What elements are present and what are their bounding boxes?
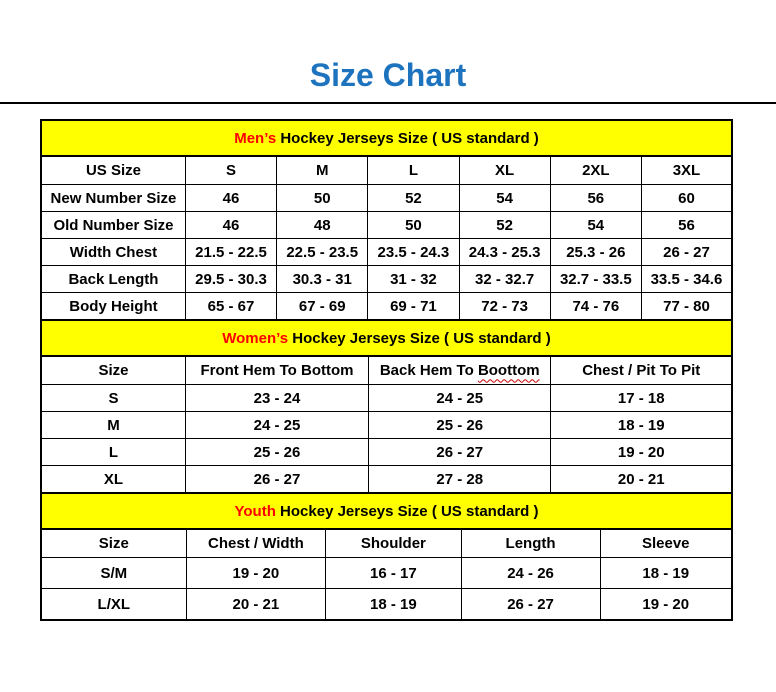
column-header: Front Hem To Bottom [185, 356, 368, 385]
row-header: Back Length [41, 266, 185, 293]
row-header: XL [41, 466, 185, 494]
table-cell: 54 [459, 185, 550, 212]
table-cell: 31 - 32 [368, 266, 459, 293]
row-header: S [41, 385, 185, 412]
table-cell: 17 - 18 [551, 385, 732, 412]
table-cell: 22.5 - 23.5 [277, 239, 368, 266]
column-header: Length [461, 529, 600, 558]
misspelled-word: Boottom [477, 362, 540, 380]
table-cell: 32 - 32.7 [459, 266, 550, 293]
row-header: Body Height [41, 293, 185, 321]
column-header: M [277, 156, 368, 185]
mens-size-table [40, 119, 733, 321]
table-cell: 52 [459, 212, 550, 239]
title-divider [0, 102, 776, 104]
table-cell: 77 - 80 [641, 293, 732, 321]
column-header: XL [459, 156, 550, 185]
table-cell: 23 - 24 [185, 385, 368, 412]
table-cell: 25 - 26 [185, 439, 368, 466]
column-header: Chest / Pit To Pit [551, 356, 732, 385]
section-title-rest: Hockey Jerseys Size ( US standard ) [276, 129, 539, 147]
table-cell: 32.7 - 33.5 [550, 266, 641, 293]
table-cell: 56 [641, 212, 732, 239]
mens-column-header-row [41, 156, 732, 185]
table-cell: 60 [641, 185, 732, 212]
table-cell: 26 - 27 [185, 466, 368, 494]
column-header: 3XL [641, 156, 732, 185]
table-cell: 23.5 - 24.3 [368, 239, 459, 266]
mens-section-header-row [41, 120, 732, 156]
table-cell: 50 [368, 212, 459, 239]
table-cell: 72 - 73 [459, 293, 550, 321]
table-cell: 29.5 - 30.3 [185, 266, 276, 293]
row-header: Width Chest [41, 239, 185, 266]
column-header: Sleeve [600, 529, 732, 558]
womens-size-table [40, 319, 733, 494]
youth-section-title [41, 493, 732, 529]
section-title-highlight: Men’s [234, 129, 277, 147]
table-cell: 24 - 25 [185, 412, 368, 439]
column-header: Back Hem To Boottom [369, 356, 551, 385]
table-cell: 24 - 25 [369, 385, 551, 412]
table-row [41, 185, 732, 212]
table-cell: 48 [277, 212, 368, 239]
table-cell: 19 - 20 [551, 439, 732, 466]
table-cell: 26 - 27 [461, 589, 600, 621]
table-row [41, 589, 732, 621]
womens-section-title [41, 320, 732, 356]
table-cell: 54 [550, 212, 641, 239]
section-title-highlight: Youth [234, 502, 276, 520]
column-header: Chest / Width [186, 529, 326, 558]
table-cell: 30.3 - 31 [277, 266, 368, 293]
table-row [41, 266, 732, 293]
column-header: L [368, 156, 459, 185]
table-row [41, 239, 732, 266]
womens-column-header-row [41, 356, 732, 385]
table-cell: 26 - 27 [641, 239, 732, 266]
column-header: Size [41, 529, 186, 558]
table-cell: 46 [185, 212, 276, 239]
youth-size-table [40, 492, 733, 621]
column-header: Shoulder [326, 529, 461, 558]
size-tables-container [0, 119, 776, 621]
womens-section-header-row [41, 320, 732, 356]
table-cell: 69 - 71 [368, 293, 459, 321]
section-title-rest: Hockey Jerseys Size ( US standard ) [288, 329, 551, 347]
section-title-highlight: Women’s [222, 329, 289, 347]
table-cell: 56 [550, 185, 641, 212]
table-cell: 24.3 - 25.3 [459, 239, 550, 266]
column-header: 2XL [550, 156, 641, 185]
table-row [41, 558, 732, 589]
table-row [41, 293, 732, 321]
table-cell: 65 - 67 [185, 293, 276, 321]
mens-section-title [41, 120, 732, 156]
table-row [41, 466, 732, 494]
table-cell: 21.5 - 22.5 [185, 239, 276, 266]
table-cell: 19 - 20 [600, 589, 732, 621]
column-header: US Size [41, 156, 185, 185]
row-header: Old Number Size [41, 212, 185, 239]
row-header: M [41, 412, 185, 439]
table-cell: 46 [185, 185, 276, 212]
table-cell: 74 - 76 [550, 293, 641, 321]
table-cell: 25 - 26 [369, 412, 551, 439]
table-cell: 20 - 21 [551, 466, 732, 494]
youth-section-header-row [41, 493, 732, 529]
section-title-rest: Hockey Jerseys Size ( US standard ) [275, 502, 539, 520]
row-header: S/M [41, 558, 186, 589]
table-cell: 18 - 19 [600, 558, 732, 589]
table-cell: 19 - 20 [186, 558, 326, 589]
row-header: L [41, 439, 185, 466]
table-row [41, 412, 732, 439]
table-cell: 16 - 17 [326, 558, 461, 589]
table-cell: 67 - 69 [277, 293, 368, 321]
table-cell: 52 [368, 185, 459, 212]
youth-column-header-row [41, 529, 732, 558]
column-header: S [185, 156, 276, 185]
table-cell: 24 - 26 [461, 558, 600, 589]
table-cell: 25.3 - 26 [550, 239, 641, 266]
table-cell: 20 - 21 [186, 589, 326, 621]
table-cell: 18 - 19 [326, 589, 461, 621]
table-row [41, 212, 732, 239]
row-header: New Number Size [41, 185, 185, 212]
table-cell: 26 - 27 [369, 439, 551, 466]
table-row [41, 439, 732, 466]
table-row [41, 385, 732, 412]
table-cell: 18 - 19 [551, 412, 732, 439]
page-title: Size Chart [309, 57, 467, 93]
table-cell: 27 - 28 [369, 466, 551, 494]
column-header: Size [41, 356, 185, 385]
row-header: L/XL [41, 589, 186, 621]
table-cell: 33.5 - 34.6 [641, 266, 732, 293]
table-cell: 50 [277, 185, 368, 212]
